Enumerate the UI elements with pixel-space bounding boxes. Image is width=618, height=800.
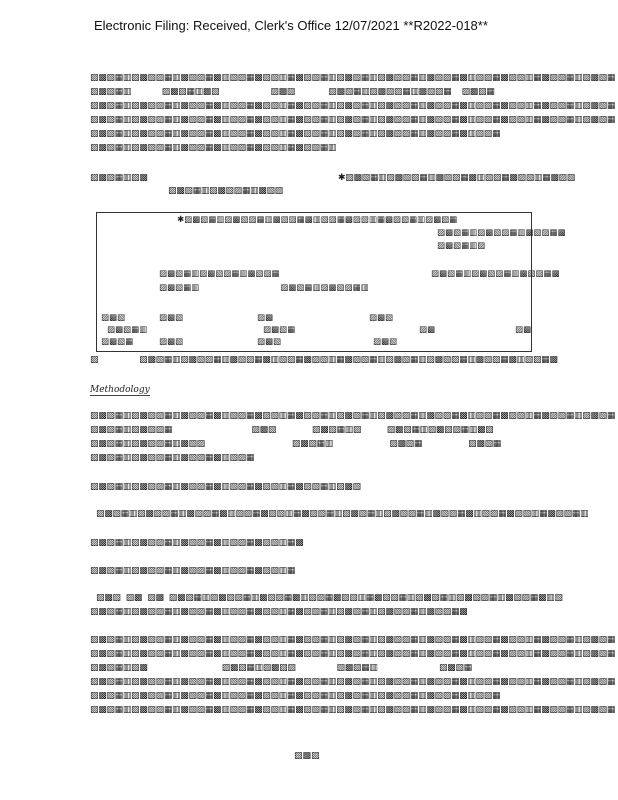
table-header-cell: ▨▩▧▦▥ ▨▩▧▦▥▨▩▧▨▦▥ [159, 283, 369, 293]
table-cell: ▨▩ [257, 313, 274, 323]
paragraph-block: ▨▩▧▦▥▨▩▧▨▦▥▩▧▨▦▩▥▧▨▦▩▨▧▥▦▩▨▧▦▥▨▩▧▦▥▨▩▧▨▦▥▩▧▨▦▩▥▧▨▦ [90, 129, 501, 139]
caption-line: ✱▨▩▧▦▥▨▩▧▨▦▥▩▧▨▦▩▥▧▨▦▩▨▧▥▦▩▨▧ [338, 173, 575, 183]
table-cell: ▨▩ [419, 325, 436, 335]
paragraph-block: ▨▩▧▦▥▨▩ ▨▩▧▦▥▨▩▧▨ ▨▩▧▦▥ ▨▩▧▦ [90, 663, 472, 673]
paragraph-block: ▨▩▧ ▨▩ ▨▩ ▨▩▧▦▥▨▩▧▨▦▥▩▧▨▦▩▥▧▨▦▩▨▧▥▦▩▨▧▦▥▨▩▧▦▥▨▩▧▨▦▥▩▧▨▦▩▥▧ [96, 593, 563, 603]
paragraph-block: ▨▩▧▦▥▨▩▧▨▦▥▩▧▨▦▩▥▧▨▦▩▨▧▥▦▩▨▧▦▥▨▩▧▦▥▨▩▧▨▦▥▩▧▨▦▩▥▧▨▦▩▨▧▥▦▩▨▧▦▥▨▩▧▦ [90, 649, 616, 659]
table-header-cell: ▨▩▧▦▥▨▩▧▨▦▥▩▧▨▦▩ [437, 228, 566, 238]
filing-stamp-header: Electronic Filing: Received, Clerk's Office 12/07/2021 **R2022-018** [94, 18, 488, 33]
list-item: ▨▩▧▦▥▨▩▧▨▦▥▩▧▨▦▩▥▧▨▦▩▨▧▥▦▩ [90, 538, 304, 548]
paragraph-block: ▨▩▧▦▥▨▩▧▨▦▥▩▧▨▦▩▥▧▨▦▩▨▧▥▦▩▨▧▦▥▨▩▧▦▥▨▩▧▨▦▥▩▧▨▦▩▥▧▨▦▩▨▧▥▦▩▨▧▦▥▨▩▧▦ [90, 411, 616, 421]
paragraph-block: ▨▩▧▦▥▨▩▧▨▦ ▨▩▧ ▨▩▧▦▥▨ ▨▩▧▦▥▨▩▧▨▦▥▩▧ [90, 425, 494, 435]
paragraph-block: ▨▩▧▦▥▨▩▧▨▦▥▩▧▨ ▨▩▧▦▥ ▨▩▧▦ ▨▩▧▦ [90, 439, 501, 449]
table-header-cell: ▨▩▧▦▥▨ [437, 241, 486, 251]
paragraph-block: ▨▩▧▦▥▨▩▧▨▦▥▩▧▨▦▩▥▧▨▦▩▨▧▥▦▩▨▧▦▥▨▩▧▦▥▨▩▧▨▦▥▩▧▨▦▩▥▧▨▦▩▨▧▥▦▩▨▧▦▥▨▩▧▦ [90, 677, 616, 687]
table-cell: ▨▩ [515, 325, 532, 335]
table-cell: ▨▩▧ [373, 337, 398, 347]
paragraph-block: ▨▩▧▦▥▨▩▧▨▦▥▩▧▨▦▩▥▧▨▦▩▨▧▥▦▩▨▧▦▥▨▩▧▦▥▨▩▧▨▦▥▩▧▨▦▩▥▧▨▦▩▨▧▥▦▩▨▧▦▥▨▩▧▦ [90, 73, 616, 83]
list-item: ▨▩▧▦▥▨▩▧▨▦▥▩▧▨▦▩▥▧▨▦▩▨▧▥▦▩▨▧▦▥▨▩▧ [90, 482, 361, 492]
table-cell: ▨▩▧ [159, 313, 184, 323]
table-header-cell: ▨▩▧▦▥▨▩▧▨▦▥▩▧▨▦▩ [431, 269, 560, 279]
table-cell: ▨▩▧ [159, 337, 184, 347]
table-cell: ▨▩▧ [369, 313, 394, 323]
paragraph-block: ▨▩▧▦▥▨▩▧▨▦▥▩▧▨▦▩▥▧▨▦▩▨▧▥▦▩▨▧▦▥▨▩▧▦▥▨▩▧▨▦▥▩▧▨▦▩▥▧▨▦▩▨▧▥▦▩▨▧▦▥▨▩▧▦ [90, 101, 616, 111]
data-table [96, 212, 566, 352]
paragraph-block: ▨▩▧▦▥▨▩▧▨▦▥▩▧▨▦▩▥▧▨▦▩▨▧▥▦▩▨▧▦▥▨▩▧▦▥▨▩▧▨▦▥▩▧▨▦▩▥▧▨▦▩▨▧▥▦▩▨▧▦▥▨▩▧▦ [90, 115, 616, 125]
table-header-cell: ▨▩▧▦▥▨▩▧▨▦▥▩▧▨▦ [159, 269, 280, 279]
paragraph-block: ▨▩▧▦▥▨▩▧▨▦▥▩▧▨▦▩▥▧▨▦ [90, 453, 255, 463]
table-cell: ▨▩▧ [257, 337, 282, 347]
paragraph-block: ▨▩▧▦▥▨▩▧▨▦▥▩▧▨▦▩▥▧▨▦▩▨▧▥▦▩▨▧▦▥▨▩▧▦▥▨▩▧▨▦▥▩▧▨▦▩▥▧▨▦▩▨▧▥▦▩▨▧▦▥▨▩▧▦ [90, 705, 616, 715]
list-item: ▨▩▧▦▥▨▩▧▨▦▥▩▧▨▦▩▥▧▨▦▩▨▧▥▦▩▨▧▦▥▨▩▧▦▥▨▩▧▨▦▥▩▧▨▦▩▥▧▨▦▩▨▧▥▦▩▨▧▦▥ [96, 509, 589, 519]
table-row-label: ▨▩▧ [101, 313, 126, 323]
caption-line: ▨▩▧▦▥▨▩ [90, 173, 148, 183]
table-row-label: ▨▩▧▦ [101, 337, 134, 347]
list-item: ▨▩▧▦▥▨▩▧▨▦▥▩▧▨▦▩▥▧▨▦▩▨▧▥▦ [90, 566, 296, 576]
page-number: ▨▩▧ [294, 751, 320, 761]
table-header-cell: ✱▨▩▧▦▥▨▩▧▨▦▥▩▧▨▦▩▥▧▨▦▩▨▧▥▦▩▨▧▦▥▨▩▧▦ [177, 215, 458, 225]
table-note: ▨ ▨▩▧▦▥▨▩▧▨▦▥▩▧▨▦▩▥▧▨▦▩▨▧▥▦▩▨▧▦▥▨▩▧▦▥▨▩▧▨▦▥▩▧▨▦▩▥▧▨▦▩ [90, 355, 558, 365]
paragraph-block: ▨▩▧▦▥ ▨▩▧▦▥▩▧ ▨▩▧ ▨▩▧▦▥▨▩▧▨▦▥▩▧▨▦ ▨▩▧▦ [90, 87, 495, 97]
table-cell: ▨▩▧▦ [263, 325, 296, 335]
paragraph-block: ▨▩▧▦▥▨▩▧▨▦▥▩▧▨▦▩▥▧▨▦▩▨▧▥▦▩▨▧▦▥▨▩▧▦▥▨▩▧▨▦▥▩▧▨▦▩▥▧▨▦ [90, 691, 501, 701]
paragraph-block: ▨▩▧▦▥▨▩▧▨▦▥▩▧▨▦▩▥▧▨▦▩▨▧▥▦▩▨▧▦▥ [90, 143, 337, 153]
section-heading: Methodology [90, 385, 150, 395]
paragraph-block: ▨▩▧▦▥▨▩▧▨▦▥▩▧▨▦▩▥▧▨▦▩▨▧▥▦▩▨▧▦▥▨▩▧▦▥▨▩▧▨▦▥▩▧▨▦▩ [90, 607, 468, 617]
paragraph-block: ▨▩▧▦▥▨▩▧▨▦▥▩▧▨▦▩▥▧▨▦▩▨▧▥▦▩▨▧▦▥▨▩▧▦▥▨▩▧▨▦▥▩▧▨▦▩▥▧▨▦▩▨▧▥▦▩▨▧▦▥▨▩▧▦ [90, 635, 616, 645]
caption-line: ▨▩▧▦▥▨▩▧▨▦▥▩▧▨ [168, 186, 283, 196]
table-row-label: ▨▩▧▦▥ [107, 325, 148, 335]
